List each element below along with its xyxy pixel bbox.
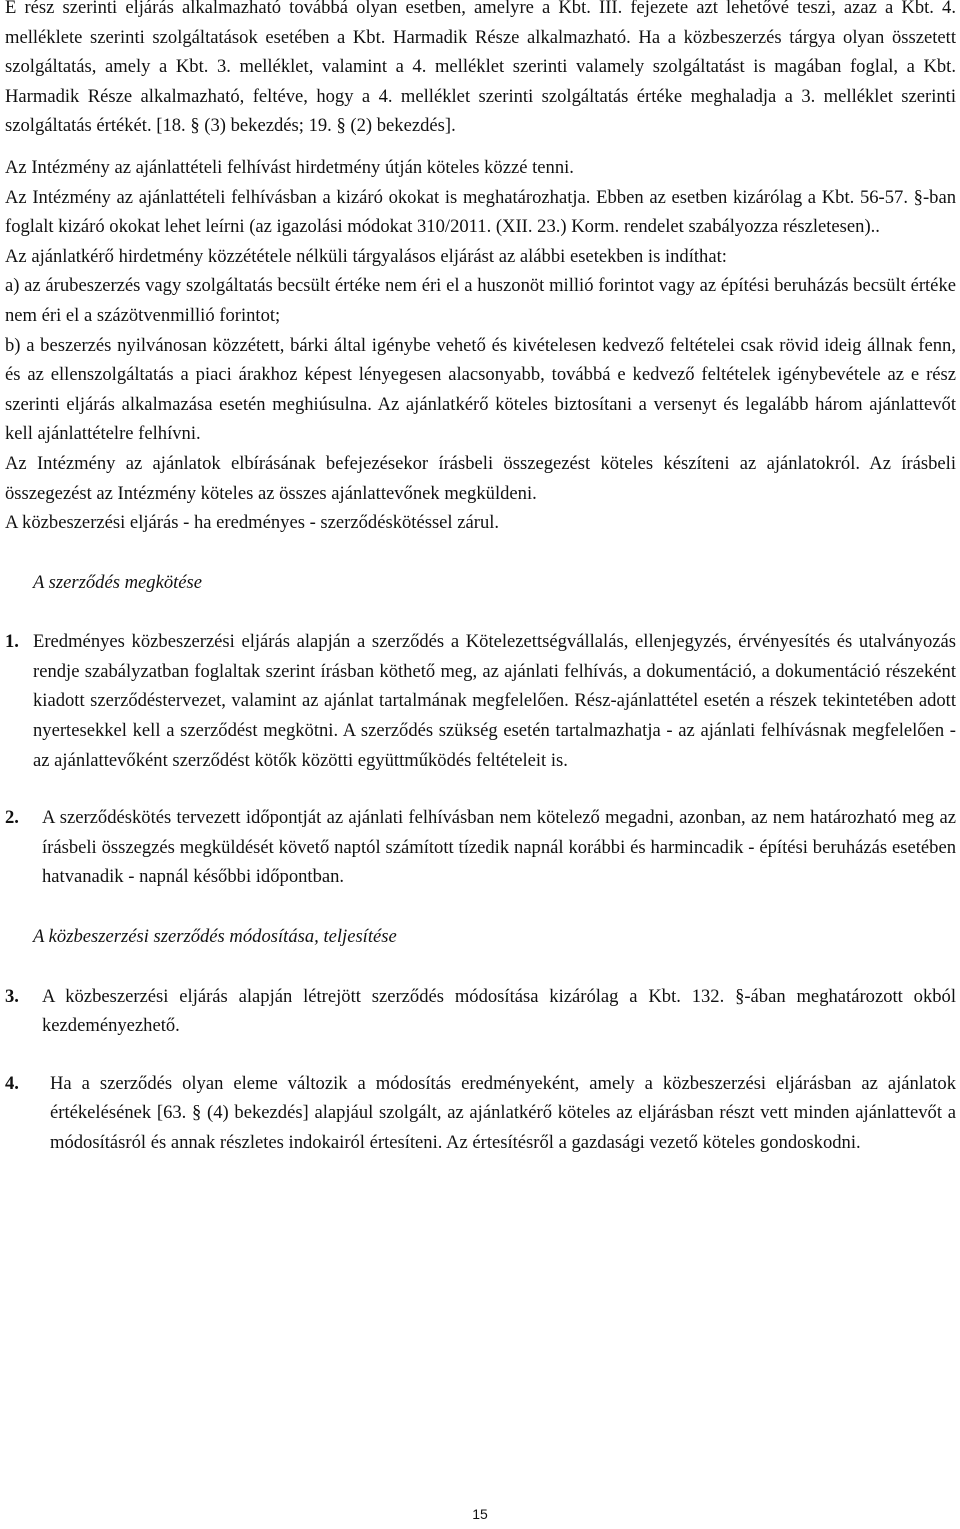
numbered-item-2 <box>5 803 956 892</box>
item-number: 4. <box>5 1072 19 1094</box>
item-number: 3. <box>5 985 19 1007</box>
numbered-item-1 <box>5 627 956 775</box>
intro-section <box>5 0 956 538</box>
paragraph-negotiated-procedure: Az ajánlatkérő hirdetmény közzététele nélküli tárgyalásos eljárást az alábbi esetekben is indíthat: <box>5 245 727 267</box>
paragraph-publication: Az Intézmény az ajánlattételi felhívást hirdetmény útján köteles közzé tenni. <box>5 156 574 178</box>
paragraph-contract-conclusion: A közbeszerzési eljárás - ha eredményes - szerződéskötéssel zárul. <box>5 512 500 534</box>
section-heading-contract-modification: A közbeszerzési szerződés módosítása, teljesítése <box>33 926 397 948</box>
item-text: Eredményes közbeszerzési eljárás alapján a szerződés a Kötelezettségvállalás, ellenjegyzés, érvényesítés és utalványozás rendje szabályzatban foglaltak szerint írásban köthető meg, az ajánlati felhívás, a dokumentáció, a dokumentáció részeként kiadott szerződéstervezet, valamint az ajánlat tartalmának megfelelően. Rész-ajánlattétel esetén a részek tekintetében adott nyertesekkel kell a szerződést megkötni. A szerződés szükség esetén tartalmazhatja - az ajánlati felhívásnak megfelelően - az ajánlattevőként szerződést kötők közötti együttműködés feltételeit is. <box>33 631 956 771</box>
paragraph-procedure-applicability: E rész szerinti eljárás alkalmazható továbbá olyan esetben, amelyre a Kbt. III. fejezete azt lehetővé teszi, azaz a Kbt. 4. melléklete szerinti szolgáltatások esetében a Kbt. Harmadik Része alkalmazható. Ha a közbeszerzés tárgya olyan összetett szolgáltatás, amely a Kbt. 3. melléklet, valamint a 4. melléklet szerinti valamely szolgáltatást is magában foglal, a Kbt. Harmadik Része alkalmazható, feltéve, hogy a 4. melléklet szerinti szolgáltatás értéke meghaladja a 3. melléklet szerinti szolgáltatás értékét. [18. § (3) bekezdés; 19. § (2) bekezdés]. <box>5 0 956 137</box>
section-heading-contract-conclusion: A szerződés megkötése <box>33 571 203 593</box>
paragraph-case-a: a) az árubeszerzés vagy szolgáltatás becsült értéke nem éri el a huszonöt millió forintot vagy az építési beruházás becsült értéke nem éri el a százötvenmillió forintot; <box>5 275 956 326</box>
item-text: A szerződéskötés tervezett időpontját az ajánlati felhívásban nem kötelező megadni, azonban, az nem határozható meg az írásbeli összegzés megküldését követő naptól számított tízedik napnál korábbi és harmincadik - építési beruházás esetében hatvanadik - napnál későbbi időpontban. <box>42 807 956 888</box>
numbered-item-4 <box>5 1069 956 1158</box>
item-text: Ha a szerződés olyan eleme változik a módosítás eredményeként, amely a közbeszerzési eljárásban az ajánlatok értékelésének [63. § (4) bekezdés] alapjául szolgált, az ajánlatkérő köteles az eljárásban részt vett minden ajánlattevőt a módosításról és annak részletes indokairól értesíteni. Az értesítésről a gazdasági vezető köteles gondoskodni. <box>50 1072 956 1153</box>
item-number: 1. <box>5 631 19 653</box>
item-text: A közbeszerzési eljárás alapján létrejött szerződés módosítása kizárólag a Kbt. 132. §-ában meghatározott okból kezdeményezhető. <box>42 985 956 1037</box>
item-number: 2. <box>5 807 19 829</box>
paragraph-case-b: b) a beszerzés nyilvánosan közzétett, bárki által igénybe vehető és kivételesen kedvező feltételei csak rövid ideig állnak fenn, és az ellenszolgáltatás a piaci árakhoz képest lényegesen alacsonyabb, továbbá e kedvező feltételek igénybevétele az e rész szerinti eljárás alkalmazása esetén meghiúsulna. Az ajánlatkérő köteles biztosítani a versenyt és legalább három ajánlattevőt kell ajánlattételre felhívni. <box>5 334 956 445</box>
numbered-item-3 <box>5 982 956 1041</box>
document-page <box>5 0 956 1158</box>
paragraph-written-summary: Az Intézmény az ajánlatok elbírásának befejezésekor írásbeli összegezést köteles készíteni az ajánlatokról. Az írásbeli összegezést az Intézmény köteles az összes ajánlattevőnek megküldeni. <box>5 452 956 504</box>
paragraph-exclusion-grounds: Az Intézmény az ajánlattételi felhívásban a kizáró okokat is meghatározhatja. Ebben az esetben kizárólag a Kbt. 56-57. §-ban foglalt kizáró okokat lehet leírni (az igazolási módokat 310/2011. (XII. 23.) Korm. rendelet szabályozza részletesen).. <box>5 186 956 238</box>
page-number: 15 <box>472 1506 488 1522</box>
